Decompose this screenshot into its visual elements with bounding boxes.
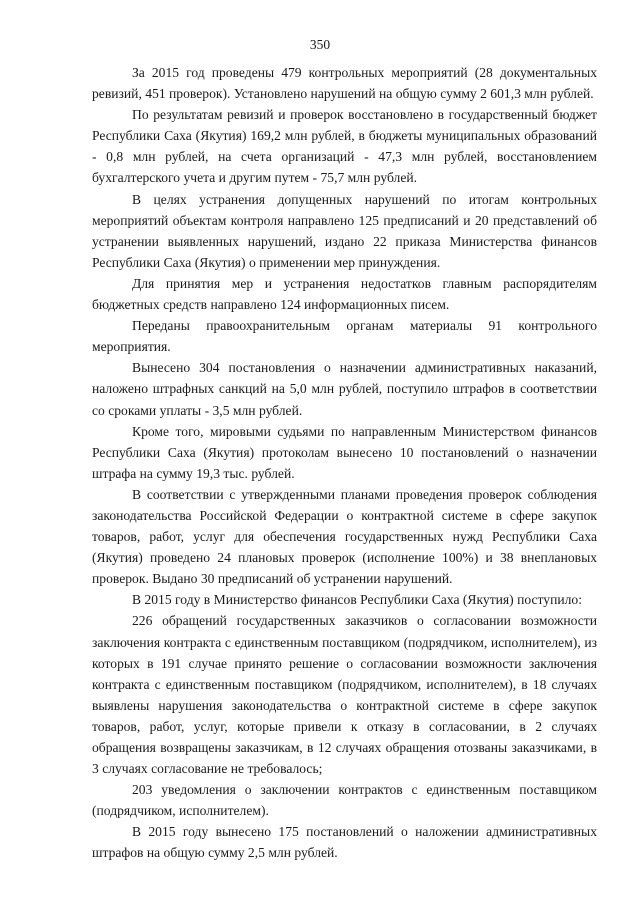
- paragraph: По результатам ревизий и проверок восстановлено в государственный бюджет Республики Саха (Якутия) 169,2 млн рублей, в бюджеты муниципальных образований - 0,8 млн рублей, на счета организаций - 47,3 млн рублей, восстановлением бухгалтерского учета и другим путем - 75,7 млн рублей.: [92, 107, 597, 186]
- paragraph: Переданы правоохранительным органам материалы 91 контрольного мероприятия.: [92, 318, 597, 355]
- paragraph: В 2015 году вынесено 175 постановлений о наложении административных штрафов на общую сумму 2,5 млн рублей.: [92, 824, 597, 861]
- paragraph: Для принятия мер и устранения недостатков главным распорядителям бюджетных средств направлено 124 информационных писем.: [92, 275, 597, 313]
- paragraph: За 2015 год проведены 479 контрольных мероприятий (28 документальных ревизий, 451 проверок). Установлено нарушений на общую сумму 2 601,3 млн рублей.: [92, 65, 597, 102]
- paragraph: Кроме того, мировыми судьями по направленным Министерством финансов Республики Саха (Якутия) протоколам вынесено 10 постановлений о назначении штрафа на сумму 19,3 тыс. рублей.: [92, 423, 597, 481]
- paragraph: 226 обращений государственных заказчиков о согласовании возможности заключения контракта с единственным поставщиком (подрядчиком, исполнителем), из которых в 191 случае принято решение о согласовании возможности заключения контракта с единственным поставщиком (подрядчиком, исполнителем), в 18 случаях выявлены нарушения законодательства о контрактной системе в сфере закупок товаров, работ, услуг, которые привели к отказу в согласовании, в 2 случаях обращения возвращены заказчикам, в 12 случаях обращения отозваны заказчиками, в 3 случаях согласование не требовалось;: [92, 613, 597, 777]
- paragraph: В целях устранения допущенных нарушений по итогам контрольных мероприятий объектам контроля направлено 125 предписаний и 20 представлений об устранении выявленных нарушений, издано 22 приказа Министерства финансов Республики Саха (Якутия) о применении мер принуждения.: [92, 191, 597, 270]
- paragraph: В соответствии с утвержденными планами проведения проверок соблюдения законодательства Российской Федерации о контрактной системе в сфере закупок товаров, работ, услуг для обеспечения государственных нужд Республики Саха (Якутия) проведено 24 плановых проверок (исполнение 100%) и 38 внеплановых проверок. Выдано 30 предписаний об устранении нарушений.: [92, 486, 597, 587]
- document-body: [92, 62, 597, 864]
- paragraph: В 2015 году в Министерство финансов Республики Саха (Якутия) поступило:: [132, 592, 582, 608]
- paragraph: Вынесено 304 постановления о назначении административных наказаний, наложено штрафных санкций на 5,0 млн рублей, поступило штрафов в соответствии со сроками уплаты - 3,5 млн рублей.: [92, 360, 597, 418]
- page-number: 350: [309, 37, 331, 52]
- paragraph: 203 уведомления о заключении контрактов с единственным поставщиком (подрядчиком, исполнителем).: [92, 782, 597, 819]
